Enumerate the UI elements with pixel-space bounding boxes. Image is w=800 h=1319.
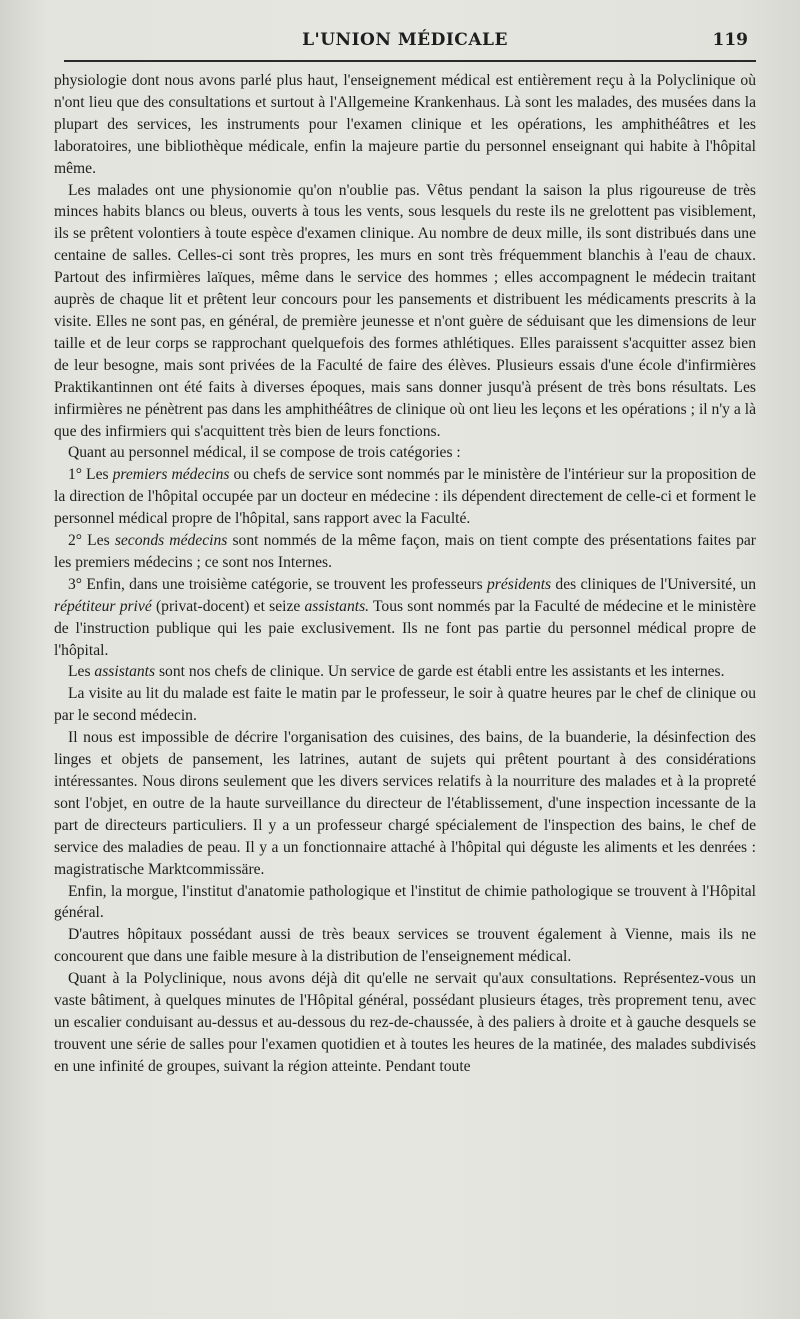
text-run: D'autres hôpitaux possédant aussi de très beaux services se trouvent également à Vienne, mais ils ne concourent que dans une faible mesure à la distribution de l'enseignement médical. (54, 926, 756, 966)
text-run: ou chefs de service sont nommés par le ministère de l'intérieur sur la proposition de la direction de l'hôpital occupée par un docteur en médecine : ils dépendent directement de celle-ci et forment le personnel médical propre de l'hôpital, sans rapport avec la Faculté. (54, 466, 756, 528)
italic-term: assistants. (304, 597, 370, 615)
paragraph (54, 683, 756, 727)
text-run: Quant au personnel médical, il se compose de trois catégories : (68, 444, 461, 462)
italic-term: assistants (94, 663, 156, 681)
italic-term: seconds médecins (114, 532, 228, 550)
paragraph (54, 180, 756, 443)
text-run: Il nous est impossible de décrire l'organisation des cuisines, des bains, de la buanderie, la désinfection des linges et objets de pansement, les latrines, autant de sujets qui prêtent pourtant à des considérations intéressantes. Nous dirons seulement que les divers services relatifs à la nourriture des malades et à la propreté sont l'objet, en outre de la haute surveillance du directeur de l'établissement, d'une inspection incessante de la part de directeurs particuliers. Il y a un professeur chargé spécialement de l'inspection des bains, le chef de service des maladies de peau. Il y a un fonctionnaire attaché à l'hôpital qui déguste les aliments et les denrées : magistratische Marktcommissäre. (54, 729, 756, 878)
text-run: La visite au lit du malade est faite le matin par le professeur, le soir à quatre heures par le chef de clinique ou par le second médecin. (54, 685, 756, 725)
running-title: L'UNION MÉDICALE (302, 30, 508, 50)
page-number: 119 (712, 30, 748, 50)
paragraph (54, 968, 756, 1078)
paragraph (54, 442, 756, 464)
text-run: des cliniques de l'Université, un (551, 575, 756, 593)
italic-term: premiers médecins (112, 466, 230, 484)
paragraph (54, 530, 756, 574)
page-header (54, 30, 756, 56)
paragraph (54, 924, 756, 968)
text-run: Quant à la Polyclinique, nous avons déjà dit qu'elle ne servait qu'aux consultations. Représentez-vous un vaste bâtiment, à quelques minutes de l'Hôpital général, possédant plusieurs étages, très proprement tenu, avec un escalier conduisant au-dessus et au-dessous du rez-de-chaussée, à des paliers à droite et à gauche desquels se trouvent une série de salles pour l'examen quotidien et à toutes les heures de la matinée, des malades subdivisés en une infinité de groupes, suivant la région atteinte. Pendant toute (54, 970, 756, 1075)
text-run: sont nommés de la même façon, mais on tient compte des présentations faites par les premiers médecins ; ce sont nos Internes. (54, 532, 756, 571)
paragraph (54, 574, 756, 662)
paragraph (54, 661, 756, 683)
italic-term: répétiteur privé (54, 597, 152, 615)
text-run: (privat-docent) et seize (151, 597, 305, 615)
text-run: physiologie dont nous avons parlé plus haut, l'enseignement médical est entièrement reçu à la Polyclinique où n'ont lieu que des consultations et surtout à l'Allgemeine Krankenhaus. Là sont les malades, des musées dans la plupart des services, les instruments pour l'examen clinique et les opérations, les amphithéâtres et les laboratoires, une bibliothèque médicale, enfin la majeure partie du personnel enseignant qui habite à l'hôpital même. (54, 72, 756, 177)
text-run: sont nos chefs de clinique. Un service de garde est établi entre les assistants et les internes. (155, 663, 725, 681)
header-rule (64, 60, 756, 62)
text-run: Tous sont nommés par la Faculté de médecine et le ministère de l'instruction publique qui les paie exclusivement. Ils ne font pas partie du personnel médical propre de l'hôpital. (54, 597, 757, 659)
text-run: Les malades ont une physionomie qu'on n'oublie pas. Vêtus pendant la saison la plus rigoureuse de très minces habits blancs ou bleus, ouverts à tous les vents, sous lesquels du reste ils ne grelottent pas visiblement, ils se prêtent volontiers à toute espèce d'examen clinique. Au nombre de deux mille, ils sont distribués dans une centaine de salles. Celles-ci sont très propres, les murs en sont très fréquemment blanchis à l'eau de chaux. Partout des infirmières laïques, même dans le service des hommes ; elles accompagnent le médecin traitant auprès de chaque lit et prêtent leur concours pour les pansements et distribuent les médicaments prescrits à la visite. Elles ne sont pas, en général, de première jeunesse et n'ont guère de séduisant que les dimensions de leur taille et de leur corps se rapprochant quelquefois des formes athlétiques. Elles paraissent s'acquitter assez bien de leur besogne, mais sont privées de la Faculté de faire des élèves. Plusieurs essais d'une école d'infirmières Praktikantinnen ont été faits à diverses époques, mais sans donner jusqu'à présent de très bons résultats. Les infirmières ne pénètrent pas dans les amphithéâtres de clinique où ont lieu les leçons et les opérations ; il n'y a là que des infirmiers qui s'acquittent très bien de leurs fonctions. (54, 181, 756, 440)
italic-term: présidents (487, 575, 552, 593)
body-text (54, 70, 756, 1078)
text-run: Les (68, 663, 95, 681)
paragraph (54, 464, 756, 530)
paragraph (54, 881, 756, 925)
text-run: Enfin, la morgue, l'institut d'anatomie pathologique et l'institut de chimie pathologique se trouvent à l'Hôpital général. (54, 882, 756, 922)
text-run: 3° Enfin, dans une troisième catégorie, se trouvent les professeurs (68, 575, 487, 593)
paragraph (54, 727, 756, 880)
text-run: 2° Les (68, 532, 115, 550)
text-run: 1° Les (68, 466, 113, 484)
paragraph (54, 70, 756, 180)
